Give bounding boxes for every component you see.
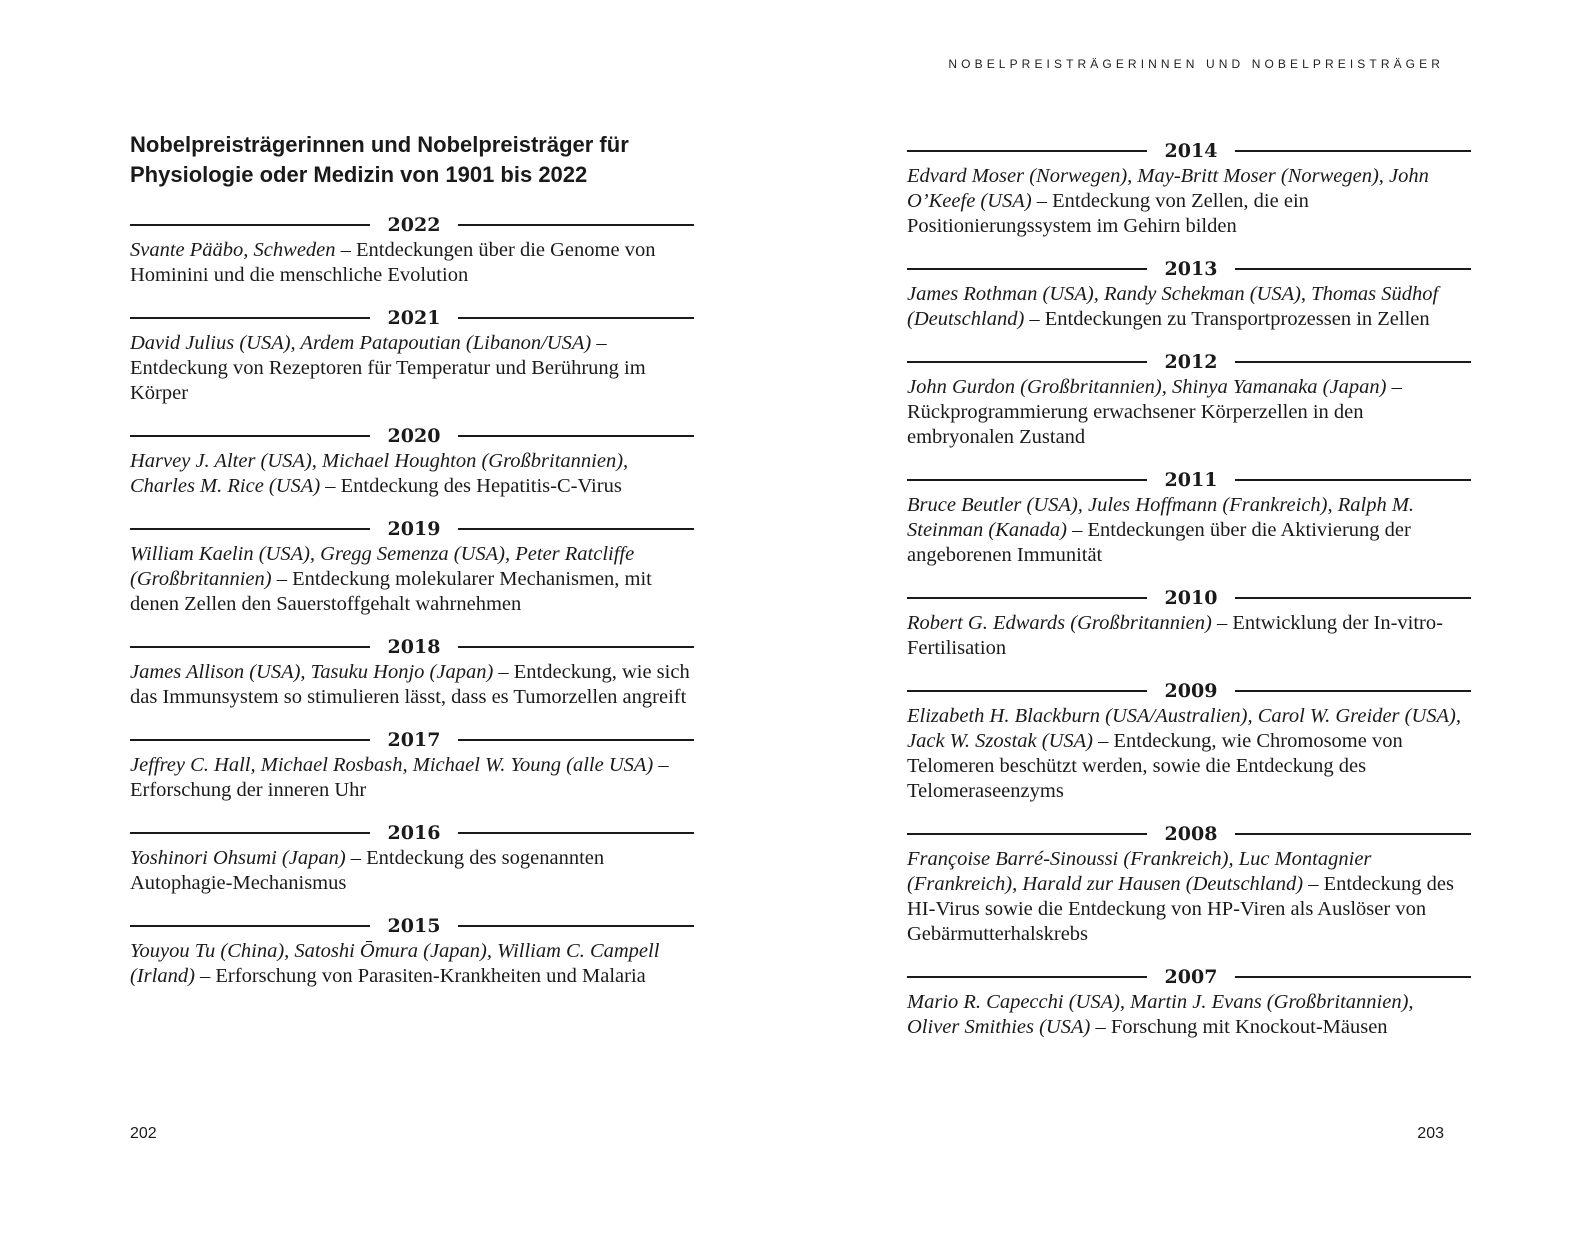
divider-rule-left [130, 528, 370, 529]
laureate-list-left [130, 212, 694, 1006]
divider-rule-right [458, 528, 694, 529]
entry-text [130, 660, 694, 710]
year-label: 2021 [387, 307, 441, 329]
laureate-entry [130, 423, 694, 499]
year-label: 2019 [387, 518, 441, 540]
discovery-description: – Entdeckung von Rezeptoren für Temperatur und Berührung im Körper [130, 332, 646, 404]
discovery-description: – Erforschung von Parasiten-Krankheiten und Malaria [194, 965, 646, 987]
divider-rule-right [1235, 833, 1471, 834]
year-label: 2016 [387, 822, 441, 844]
divider-rule-right [1235, 479, 1471, 480]
laureate-names: Edvard Moser (Norwegen), May-Britt Moser (Norwegen), John O’Keefe (USA) [907, 165, 1429, 212]
year-divider [130, 516, 694, 542]
divider-rule-right [1235, 690, 1471, 691]
entry-text [907, 847, 1471, 947]
divider-rule-right [458, 224, 694, 225]
laureate-names: James Rothman (USA), Randy Schekman (USA), Thomas Südhof (Deutschland) [907, 283, 1439, 330]
laureate-names: Bruce Beutler (USA), Jules Hoffmann (Frankreich), Ralph M. Steinman (Kanada) [907, 494, 1415, 541]
laureate-entry [130, 820, 694, 896]
discovery-description: – Entdeckung, wie sich das Immunsystem so stimulieren lässt, dass es Tumorzellen angreift [130, 661, 690, 708]
laureate-names: Elizabeth H. Blackburn (USA/Australien), Carol W. Greider (USA), Jack W. Szostak (USA) [907, 705, 1462, 752]
divider-rule-right [1235, 361, 1471, 362]
divider-rule-left [907, 150, 1147, 151]
year-divider [907, 678, 1471, 704]
entry-text [130, 238, 694, 288]
year-label: 2012 [1164, 351, 1218, 373]
laureate-entry [907, 467, 1471, 568]
year-label: 2014 [1164, 140, 1218, 162]
laureate-entry [130, 516, 694, 617]
divider-rule-right [458, 925, 694, 926]
running-head: NOBELPREISTRÄGERINNEN UND NOBELPREISTRÄGER [948, 57, 1444, 71]
laureate-entry [130, 212, 694, 288]
divider-rule-left [907, 268, 1147, 269]
laureate-entry [907, 585, 1471, 661]
entry-text [130, 331, 694, 406]
laureate-entry [907, 678, 1471, 804]
laureate-names: Françoise Barré-Sinoussi (Frankreich), Luc Montagnier (Frankreich), Harald zur Hausen (Deutschland) [907, 848, 1372, 895]
discovery-description: – Entdeckung des HI-Virus sowie die Entdeckung von HP-Viren als Auslöser von Gebärmutterhalskrebs [907, 873, 1454, 945]
year-divider [130, 913, 694, 939]
laureate-entry [130, 913, 694, 989]
discovery-description: – Entdeckung des sogenannten Autophagie-Mechanismus [130, 847, 605, 894]
year-divider [130, 423, 694, 449]
page-number-right: 203 [1417, 1125, 1444, 1142]
entry-text [907, 375, 1471, 450]
laureate-names: Mario R. Capecchi (USA), Martin J. Evans (Großbritannien), Oliver Smithies (USA) [907, 991, 1414, 1038]
divider-rule-left [130, 925, 370, 926]
divider-rule-left [907, 597, 1147, 598]
discovery-description: – Forschung mit Knockout-Mäusen [1090, 1016, 1388, 1038]
discovery-description: – Entdeckung molekularer Mechanismen, mit denen Zellen den Sauerstoffgehalt wahrnehmen [130, 568, 652, 615]
year-label: 2008 [1164, 823, 1218, 845]
discovery-description: – Entdeckungen zu Transportprozessen in Zellen [1024, 308, 1430, 330]
year-label: 2009 [1164, 680, 1218, 702]
discovery-description: – Entdeckung von Zellen, die ein Positionierungssystem im Gehirn bilden [907, 190, 1309, 237]
discovery-description: – Entdeckungen über die Aktivierung der angeborenen Immunität [907, 519, 1411, 566]
heading-line-2: Physiologie oder Medizin von 1901 bis 2022 [130, 162, 588, 187]
year-label: 2011 [1164, 469, 1218, 491]
year-label: 2022 [387, 214, 441, 236]
laureate-names: Jeffrey C. Hall, Michael Rosbash, Michael W. Young (alle USA) [130, 754, 654, 776]
discovery-description: – Entdeckungen über die Genome von Hominini und die menschliche Evolution [130, 239, 656, 286]
entry-text [130, 753, 694, 803]
year-divider [130, 727, 694, 753]
year-divider [130, 305, 694, 331]
year-divider [907, 256, 1471, 282]
year-label: 2020 [387, 425, 441, 447]
laureate-entry [907, 349, 1471, 450]
laureate-names: Youyou Tu (China), Satoshi Ōmura (Japan), William C. Campell (Irland) [130, 940, 660, 987]
laureate-entry [907, 138, 1471, 239]
year-label: 2010 [1164, 587, 1218, 609]
year-divider [907, 964, 1471, 990]
year-label: 2017 [387, 729, 441, 751]
divider-rule-left [130, 317, 370, 318]
laureate-names: James Allison (USA), Tasuku Honjo (Japan) [130, 661, 494, 683]
divider-rule-left [907, 833, 1147, 834]
year-divider [907, 138, 1471, 164]
discovery-description: – Entdeckung des Hepatitis-C-Virus [320, 475, 622, 497]
year-label: 2018 [387, 636, 441, 658]
entry-text [907, 493, 1471, 568]
year-divider [130, 634, 694, 660]
divider-rule-right [1235, 268, 1471, 269]
divider-rule-left [130, 646, 370, 647]
discovery-description: – Rückprogrammierung erwachsener Körperzellen in den embryonalen Zustand [907, 376, 1402, 448]
entry-text [130, 449, 694, 499]
laureate-entry [907, 256, 1471, 332]
divider-rule-right [458, 739, 694, 740]
laureate-entry [907, 964, 1471, 1040]
laureate-names: William Kaelin (USA), Gregg Semenza (USA), Peter Ratcliffe (Großbritannien) [130, 543, 635, 590]
divider-rule-left [130, 224, 370, 225]
divider-rule-left [130, 739, 370, 740]
divider-rule-left [907, 690, 1147, 691]
divider-rule-left [907, 976, 1147, 977]
divider-rule-right [458, 832, 694, 833]
laureate-entry [907, 821, 1471, 947]
laureate-names: Robert G. Edwards (Großbritannien) [907, 612, 1212, 634]
divider-rule-right [458, 435, 694, 436]
divider-rule-left [130, 832, 370, 833]
divider-rule-right [1235, 150, 1471, 151]
year-divider [907, 821, 1471, 847]
page-heading [130, 130, 690, 190]
year-divider [130, 820, 694, 846]
year-divider [907, 467, 1471, 493]
page-number-left: 202 [130, 1125, 157, 1142]
laureate-names: John Gurdon (Großbritannien), Shinya Yamanaka (Japan) [907, 376, 1387, 398]
entry-text [907, 164, 1471, 239]
year-divider [130, 212, 694, 238]
year-divider [907, 585, 1471, 611]
divider-rule-right [458, 317, 694, 318]
entry-text [907, 611, 1471, 661]
divider-rule-left [907, 479, 1147, 480]
divider-rule-right [1235, 597, 1471, 598]
entry-text [907, 704, 1471, 804]
year-divider [907, 349, 1471, 375]
entry-text [130, 939, 694, 989]
laureate-names: Svante Pääbo, Schweden [130, 239, 336, 261]
heading-line-1: Nobelpreisträgerinnen und Nobelpreisträger für [130, 132, 629, 157]
divider-rule-left [907, 361, 1147, 362]
entry-text [130, 542, 694, 617]
laureate-entry [130, 727, 694, 803]
divider-rule-right [1235, 976, 1471, 977]
divider-rule-left [130, 435, 370, 436]
entry-text [130, 846, 694, 896]
entry-text [907, 282, 1471, 332]
entry-text [907, 990, 1471, 1040]
year-label: 2013 [1164, 258, 1218, 280]
laureate-entry [130, 634, 694, 710]
year-label: 2015 [387, 915, 441, 937]
discovery-description: – Entwicklung der In-vitro-Fertilisation [907, 612, 1443, 659]
laureate-names: Yoshinori Ohsumi (Japan) [130, 847, 346, 869]
right-page [797, 0, 1594, 1240]
laureate-list-right [907, 138, 1471, 1057]
laureate-names: David Julius (USA), Ardem Patapoutian (Libanon/USA) [130, 332, 592, 354]
discovery-description: – Erforschung der inneren Uhr [130, 754, 669, 801]
divider-rule-right [458, 646, 694, 647]
discovery-description: – Entdeckung, wie Chromosome von Telomeren beschützt werden, sowie die Entdeckung des Telomeraseenzyms [907, 730, 1403, 802]
laureate-entry [130, 305, 694, 406]
laureate-names: Harvey J. Alter (USA), Michael Houghton (Großbritannien), Charles M. Rice (USA) [130, 450, 629, 497]
year-label: 2007 [1164, 966, 1218, 988]
